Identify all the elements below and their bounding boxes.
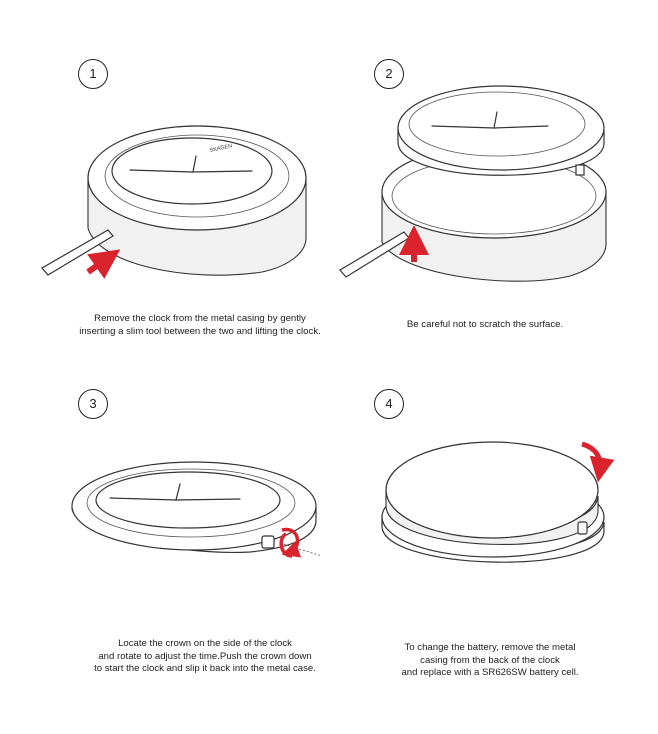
- step4-illustration: [382, 442, 604, 562]
- step-caption-4: To change the battery, remove the metal casing from the back of the clock and replace with a SR626SW battery cell.: [401, 642, 579, 678]
- step-caption-1: Remove the clock from the metal casing by gently inserting a slim tool between the two and lifting the clock.: [79, 313, 321, 337]
- step-number-2: 2: [374, 59, 404, 89]
- brand-logo: SKAGEN: [209, 143, 233, 154]
- step-caption-2: Be careful not to scratch the surface.: [406, 319, 564, 330]
- step1-illustration: [42, 126, 306, 275]
- step-number-1: 1: [78, 59, 108, 89]
- step-number-3: 3: [78, 389, 108, 419]
- step-number-4: 4: [374, 389, 404, 419]
- step2-illustration: [340, 86, 606, 281]
- step3-illustration: [72, 462, 322, 556]
- step-caption-3: Locate the crown on the side of the clock and rotate to adjust the time.Push the crown down to start the clock and slip it back into the metal case.: [94, 638, 316, 674]
